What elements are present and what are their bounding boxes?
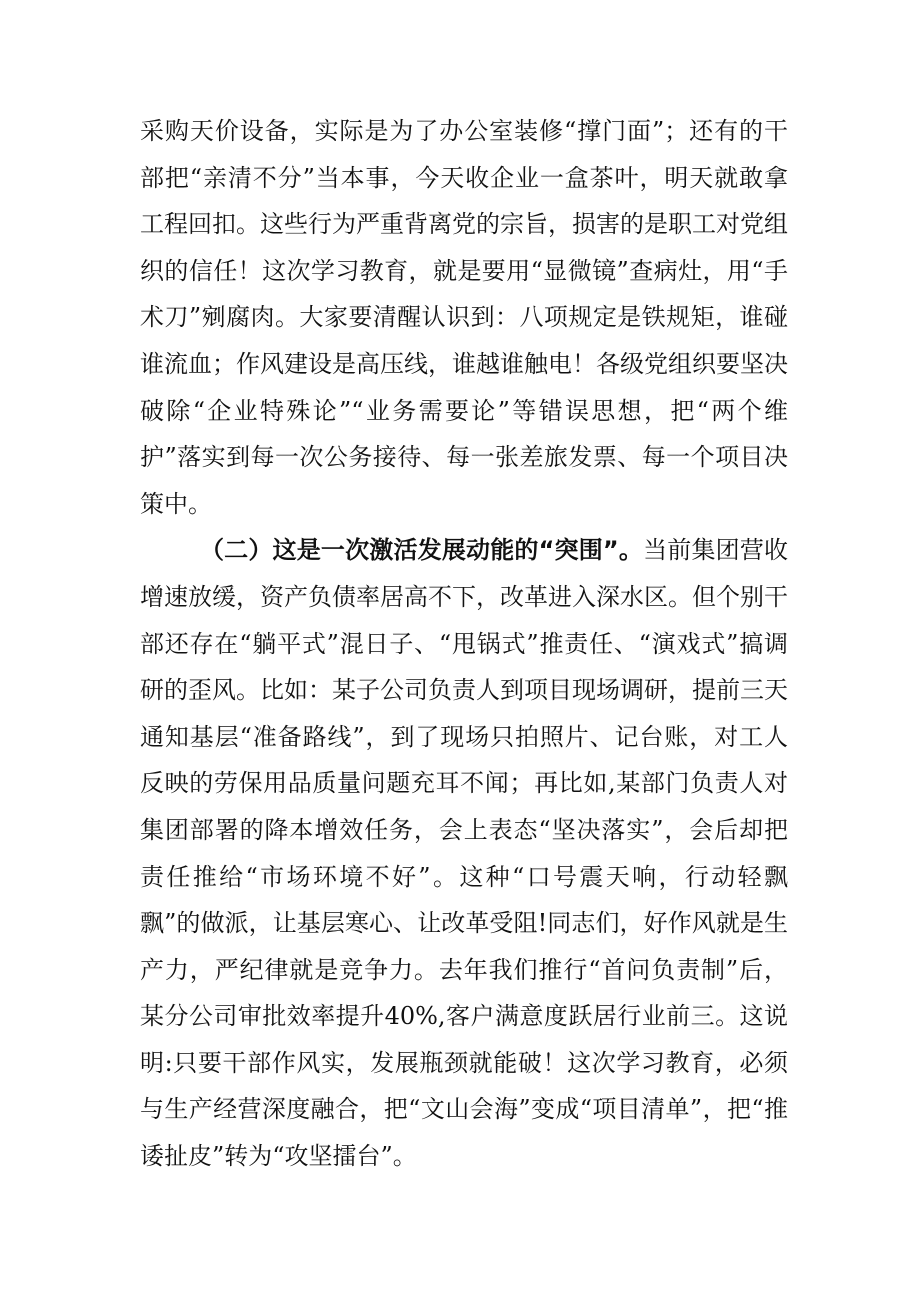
- paragraph-2: [140, 527, 788, 1179]
- section-heading: （二）这是一次激活发展动能的“突围”。: [200, 536, 644, 565]
- paragraph-2-body: 当前集团营收增速放缓，资产负债率居高不下，改革进入深水区。但个别干部还存在“躺平式”混日子、“甩锅式”推责任、“演戏式”搞调研的歪风。比如：某子公司负责人到项目现场调研，提前三天通知基层“准备路线”，到了现场只拍照片、记台账，对工人反映的劳保用品质量问题充耳不闻；再比如,某部门负责人对集团部署的降本增效任务，会上表态“坚决落实”，会后却把责任推给“市场环境不好”。这种“口号震天响，行动轻飘飘”的做派，让基层寒心、让改革受阻!同志们，好作风就是生产力，严纪律就是竞争力。去年我们推行“首问负责制”后，某分公司审批效率提升40%,客户满意度跃居行业前三。这说明:只要干部作风实，发展瓶颈就能破！这次学习教育，必须与生产经营深度融合，把“文山会海”变成“项目清单”，把“推诿扯皮”转为“攻坚擂台”。: [140, 536, 789, 1171]
- document-body: [140, 108, 788, 1180]
- paragraph-1: 采购天价设备，实际是为了办公室装修“撑门面”；还有的干部把“亲清不分”当本事，今天收企业一盒茶叶，明天就敢拿工程回扣。这些行为严重背离党的宗旨，损害的是职工对党组织的信任！这次学习教育，就是要用“显微镜”查病灶，用“手术刀”剜腐肉。大家要清醒认识到：八项规定是铁规矩，谁碰谁流血；作风建设是高压线，谁越谁触电！各级党组织要坚决破除“企业特殊论”“业务需要论”等错误思想，把“两个维护”落实到每一次公务接待、每一张差旅发票、每一个项目决策中。: [140, 117, 788, 518]
